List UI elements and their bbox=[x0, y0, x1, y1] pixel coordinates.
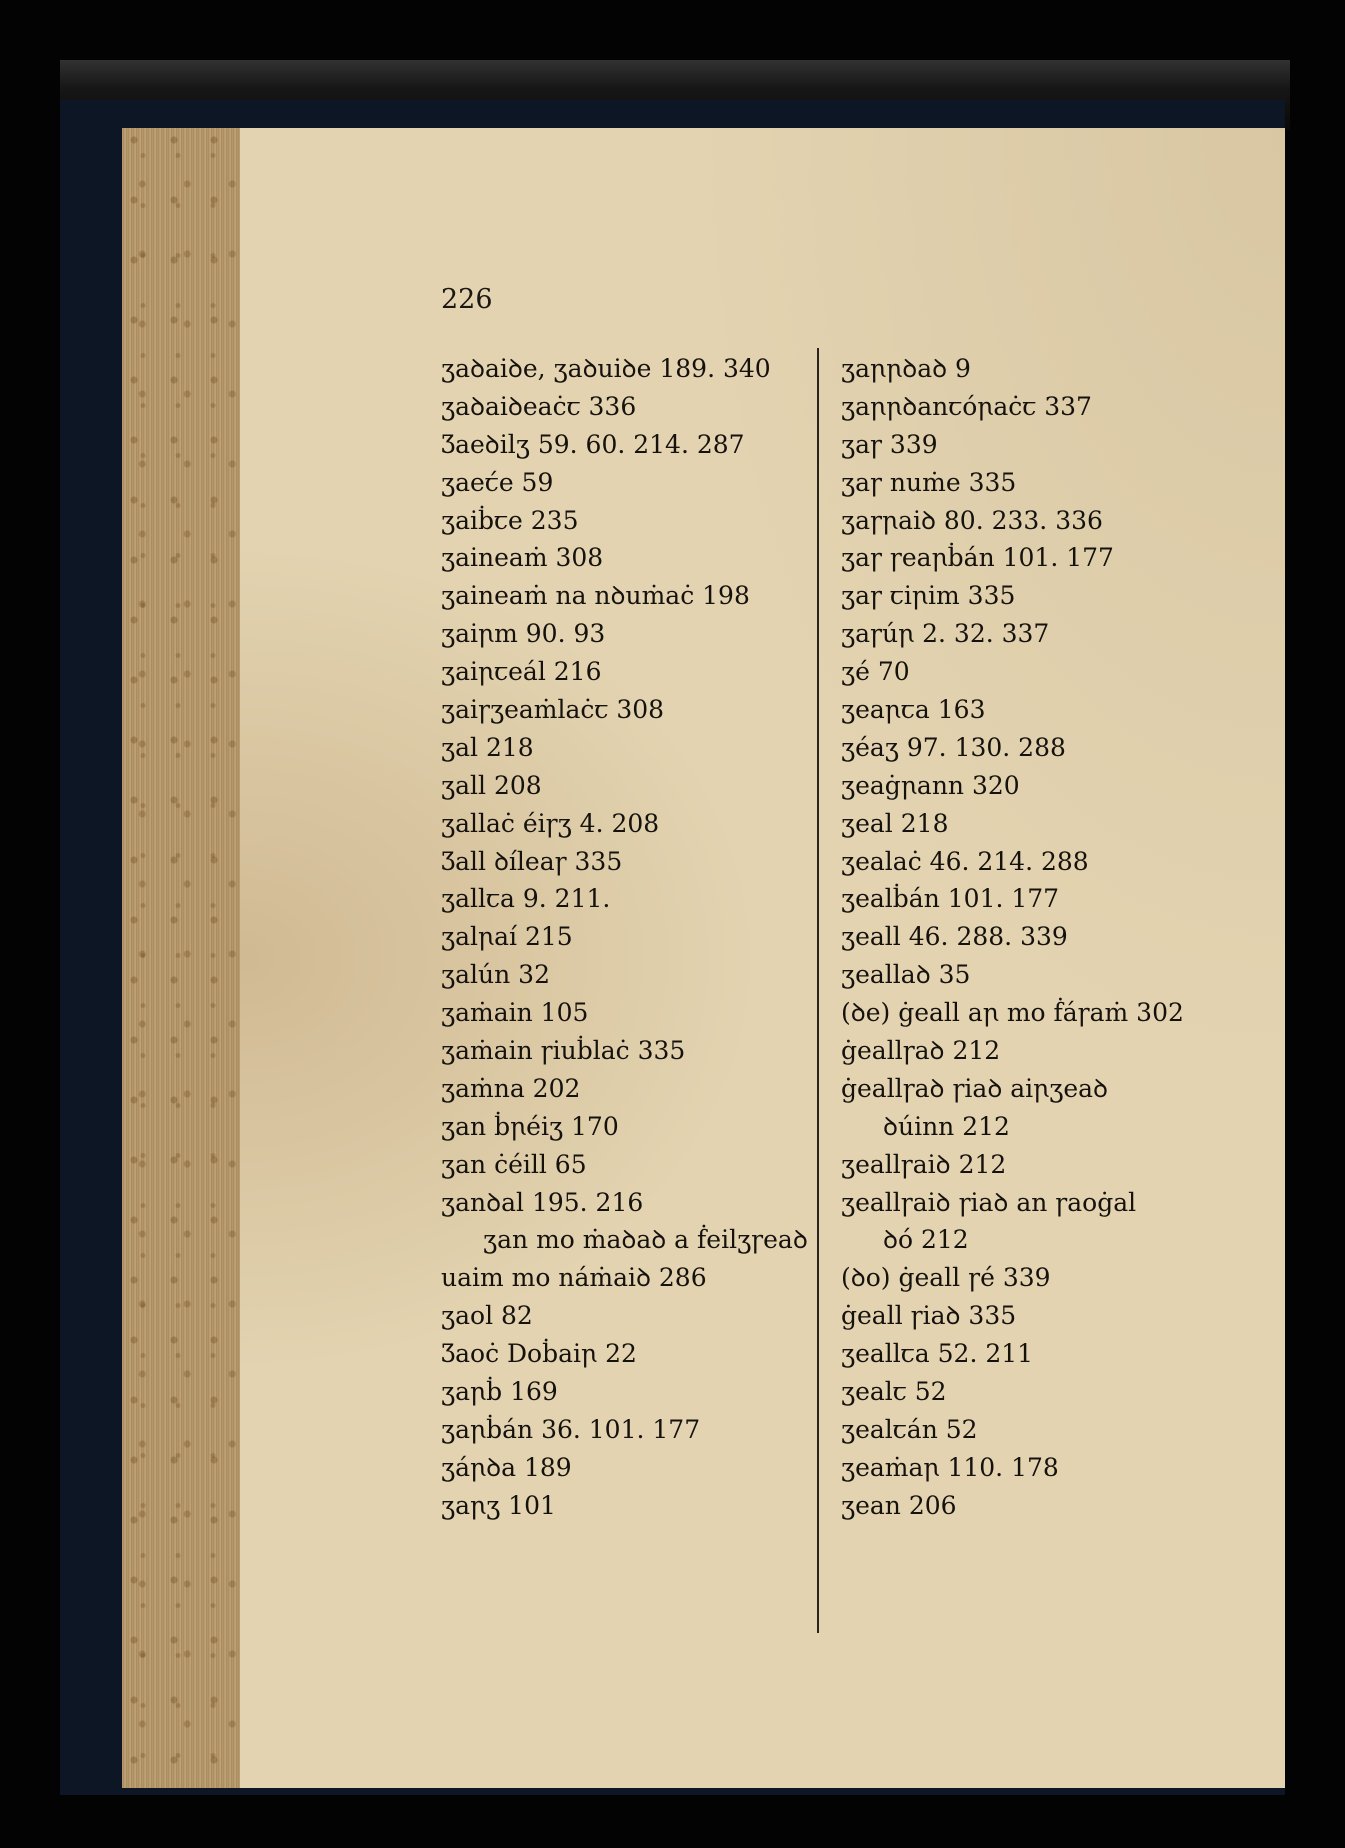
index-entry: ʒal 218 bbox=[441, 732, 534, 762]
book-page bbox=[240, 128, 1285, 1788]
index-entry: ʒean 206 bbox=[841, 1490, 957, 1520]
index-entry: ʒeaġꞃann 320 bbox=[841, 770, 1020, 800]
index-entry: ʒéaʒ 97. 130. 288 bbox=[841, 732, 1066, 762]
index-entry: Ʒaeꝺilʒ 59. 60. 214. 287 bbox=[441, 429, 745, 459]
index-column-left bbox=[441, 350, 811, 1525]
index-entry: ꝺúinn 212 bbox=[883, 1111, 1010, 1141]
index-entry: ʒaol 82 bbox=[441, 1301, 533, 1331]
index-entry: ʒaꞅ ꞅeaꞃḃán 101. 177 bbox=[841, 543, 1114, 573]
index-entry: ġeallꞅaꝺ 212 bbox=[841, 1036, 1001, 1066]
index-entry: ʒaꝺaiꝺeaċꞇ 336 bbox=[441, 391, 637, 421]
index-entry: ʒaꞅ 339 bbox=[841, 429, 938, 459]
index-entry: ʒealꞇ 52 bbox=[841, 1377, 947, 1407]
index-entry: ʒaṁna 202 bbox=[441, 1073, 581, 1103]
index-entry: ʒaꞃḃ 169 bbox=[441, 1377, 558, 1407]
index-entry: ʒeaꞃꞇa 163 bbox=[841, 695, 986, 725]
index-entry: ʒanꝺal 195. 216 bbox=[441, 1187, 644, 1217]
index-entry: ʒaṁain 105 bbox=[441, 998, 589, 1028]
index-entry: ʒaꞃꞃꝺaꝺ 9 bbox=[841, 354, 971, 383]
right-shadow bbox=[1290, 100, 1345, 1800]
index-entry: ġeallꞅaꝺ ꞅiaꝺ aiꞃʒeaꝺ bbox=[841, 1073, 1109, 1103]
index-entry: uaim mo náṁaiꝺ 286 bbox=[441, 1263, 707, 1293]
index-entry: ʒaineaṁ 308 bbox=[441, 543, 604, 573]
index-entry: ʒealaċ 46. 214. 288 bbox=[841, 846, 1089, 876]
index-entry: ꝺó 212 bbox=[883, 1225, 969, 1255]
index-entry: ʒalún 32 bbox=[441, 960, 550, 990]
index-entry: ʒeallaꝺ 35 bbox=[841, 960, 971, 990]
index-entry: ʒalꞃaí 215 bbox=[441, 922, 573, 952]
index-entry: ʒaꞅ nuṁe 335 bbox=[841, 467, 1017, 497]
index-entry: ʒaꞃḃán 36. 101. 177 bbox=[441, 1414, 701, 1444]
index-entry: ʒaꞅúꞃ 2. 32. 337 bbox=[841, 619, 1050, 649]
index-entry: (ꝺe) ġeall aꞃ mo ḟáꞅaṁ 302 bbox=[841, 998, 1184, 1028]
index-entry: ʒeall 46. 288. 339 bbox=[841, 922, 1068, 952]
index-entry: Ʒaoċ Doḃaiꞃ 22 bbox=[441, 1339, 637, 1369]
index-entry: ʒan ḃꞃéiʒ 170 bbox=[441, 1111, 619, 1141]
index-entry: ʒaꞅ ꞇiꞃim 335 bbox=[841, 581, 1016, 611]
index-entry: ʒaꞃʒ 101 bbox=[441, 1490, 556, 1520]
index-entry: ʒaineaṁ na nꝺuṁaċ 198 bbox=[441, 581, 750, 611]
index-entry: ʒaeꞇ́e 59 bbox=[441, 467, 554, 497]
index-entry: ʒeaṁaꞃ 110. 178 bbox=[841, 1452, 1059, 1482]
index-entry: ʒeallꞅaiꝺ ꞅiaꝺ an ꞅaoġal bbox=[841, 1187, 1137, 1217]
index-entry: ʒáꞃꝺa 189 bbox=[441, 1452, 572, 1482]
index-entry: ʒaꞅꞃaiꝺ 80. 233. 336 bbox=[841, 505, 1103, 535]
index-entry: ʒaꝺaiꝺe, ʒaꝺuiꝺe 189. 340 bbox=[441, 354, 771, 383]
index-entry: ʒaiḃꞇe 235 bbox=[441, 505, 579, 535]
index-entry: ʒaiꞃm 90. 93 bbox=[441, 619, 606, 649]
index-entry: ʒeal 218 bbox=[841, 808, 949, 838]
index-entry: ʒallaċ éiꞅʒ 4. 208 bbox=[441, 808, 660, 838]
index-column-right bbox=[841, 350, 1241, 1525]
index-entry: ʒealḃán 101. 177 bbox=[841, 884, 1060, 914]
index-entry: ʒaꞃꞃꝺanꞇóꞃaċꞇ 337 bbox=[841, 391, 1092, 421]
index-entry: ʒaiꞃꞇeál 216 bbox=[441, 657, 602, 687]
page-number: 226 bbox=[441, 284, 493, 315]
index-entry: ʒaṁain ꞅiuḃlaċ 335 bbox=[441, 1036, 686, 1066]
index-entry: Ʒall ꝺíleaꞅ 335 bbox=[441, 846, 623, 876]
index-entry: ʒaiꞅʒeaṁlaċꞇ 308 bbox=[441, 695, 665, 725]
column-divider bbox=[817, 348, 819, 1633]
index-entry: (ꝺo) ġeall ꞅé 339 bbox=[841, 1263, 1051, 1293]
page-edges-stack bbox=[122, 128, 242, 1788]
index-entry: ʒeallꞅaiꝺ 212 bbox=[841, 1149, 1007, 1179]
index-entry: ʒan mo ṁaꝺaꝺ a ḟeilʒꞅeaꝺ bbox=[483, 1225, 808, 1255]
index-entry: ʒall 208 bbox=[441, 770, 542, 800]
index-entry: ʒé 70 bbox=[841, 657, 910, 687]
index-entry: ʒan ċéill 65 bbox=[441, 1149, 587, 1179]
index-entry: ʒeallꞇa 52. 211 bbox=[841, 1339, 1034, 1369]
index-entry: ʒallꞇa 9. 211. bbox=[441, 884, 611, 914]
index-entry: ġeall ꞅiaꝺ 335 bbox=[841, 1301, 1017, 1331]
index-entry: ʒealꞇán 52 bbox=[841, 1414, 978, 1444]
